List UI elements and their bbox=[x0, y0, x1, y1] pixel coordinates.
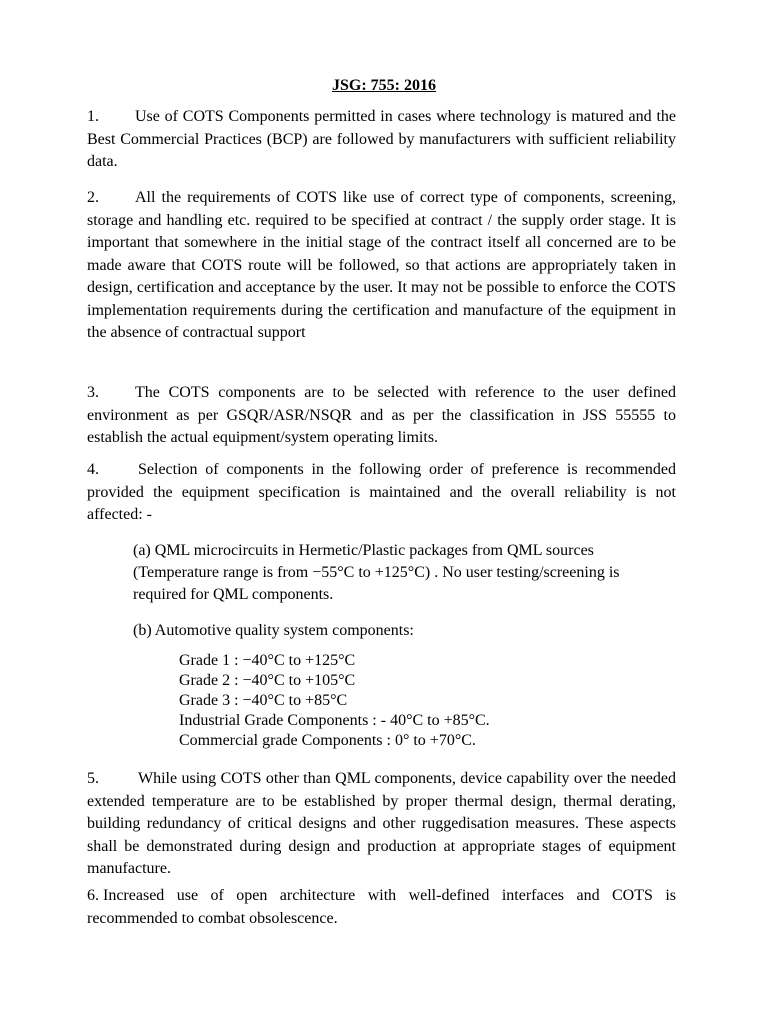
grade-item: Grade 1 : −40°C to +125°C bbox=[179, 652, 356, 669]
paragraph-number: 6. bbox=[87, 887, 99, 904]
paragraph-2 bbox=[87, 187, 676, 345]
paragraph-6 bbox=[87, 885, 676, 930]
grade-item: Grade 2 : −40°C to +105°C bbox=[179, 672, 356, 689]
grade-item: Industrial Grade Components : - 40°C to +85°C. bbox=[179, 712, 490, 729]
document-title: JSG: 755: 2016 bbox=[332, 77, 436, 94]
paragraph-text: The COTS components are to be selected with reference to the user defined environment as per GSQR/ASR/NSQR and as per the classification in JSS 55555 to establish the actual equipment/system operating limits. bbox=[87, 384, 676, 446]
paragraph-text: Selection of components in the following order of preference is recommended provided the equipment specification is maintained and the overall reliability is not affected: - bbox=[87, 461, 676, 523]
paragraph-number: 2. bbox=[87, 189, 99, 206]
grade-item: Commercial grade Components : 0° to +70°C. bbox=[179, 732, 476, 749]
paragraph-5 bbox=[87, 768, 676, 881]
paragraph-text: All the requirements of COTS like use of correct type of components, screening, storage and handling etc. required to be specified at contract / the supply order stage. It is important that somewhere in the initial stage of the contract itself all concerned are to be made aware that COTS route will be followed, so that actions are appropriately taken in design, certification and acceptance by the user. It may not be possible to enforce the COTS implementation requirements during the certification and manufacture of the equipment in the absence of contractual support bbox=[87, 189, 676, 341]
paragraph-text: Increased use of open architecture with well-defined interfaces and COTS is recommended to combat obsolescence. bbox=[87, 887, 676, 927]
paragraph-number: 5. bbox=[87, 770, 99, 787]
paragraph-number: 1. bbox=[87, 108, 99, 125]
paragraph-number: 3. bbox=[87, 384, 99, 401]
paragraph-4 bbox=[87, 459, 676, 527]
sub-item-b: (b) Automotive quality system components: bbox=[133, 622, 414, 639]
paragraph-text: Use of COTS Components permitted in cases where technology is matured and the Best Commercial Practices (BCP) are followed by manufacturers with sufficient reliability data. bbox=[87, 108, 676, 170]
grade-list bbox=[179, 651, 490, 751]
paragraph-3 bbox=[87, 382, 676, 450]
paragraph-number: 4. bbox=[87, 461, 99, 478]
grade-item: Grade 3 : −40°C to +85°C bbox=[179, 692, 348, 709]
paragraph-text: While using COTS other than QML components, device capability over the needed extended temperature are to be established by proper thermal design, thermal derating, building redundancy of critical designs and other ruggedisation measures. These aspects shall be demonstrated during design and production at appropriate stages of equipment manufacture. bbox=[87, 770, 676, 877]
paragraph-1 bbox=[87, 106, 676, 174]
sub-item-a: (a) QML microcircuits in Hermetic/Plastic packages from QML sources (Temperature range is from −55°C to +125°C) . No user testing/screening is required for QML components. bbox=[133, 542, 620, 603]
